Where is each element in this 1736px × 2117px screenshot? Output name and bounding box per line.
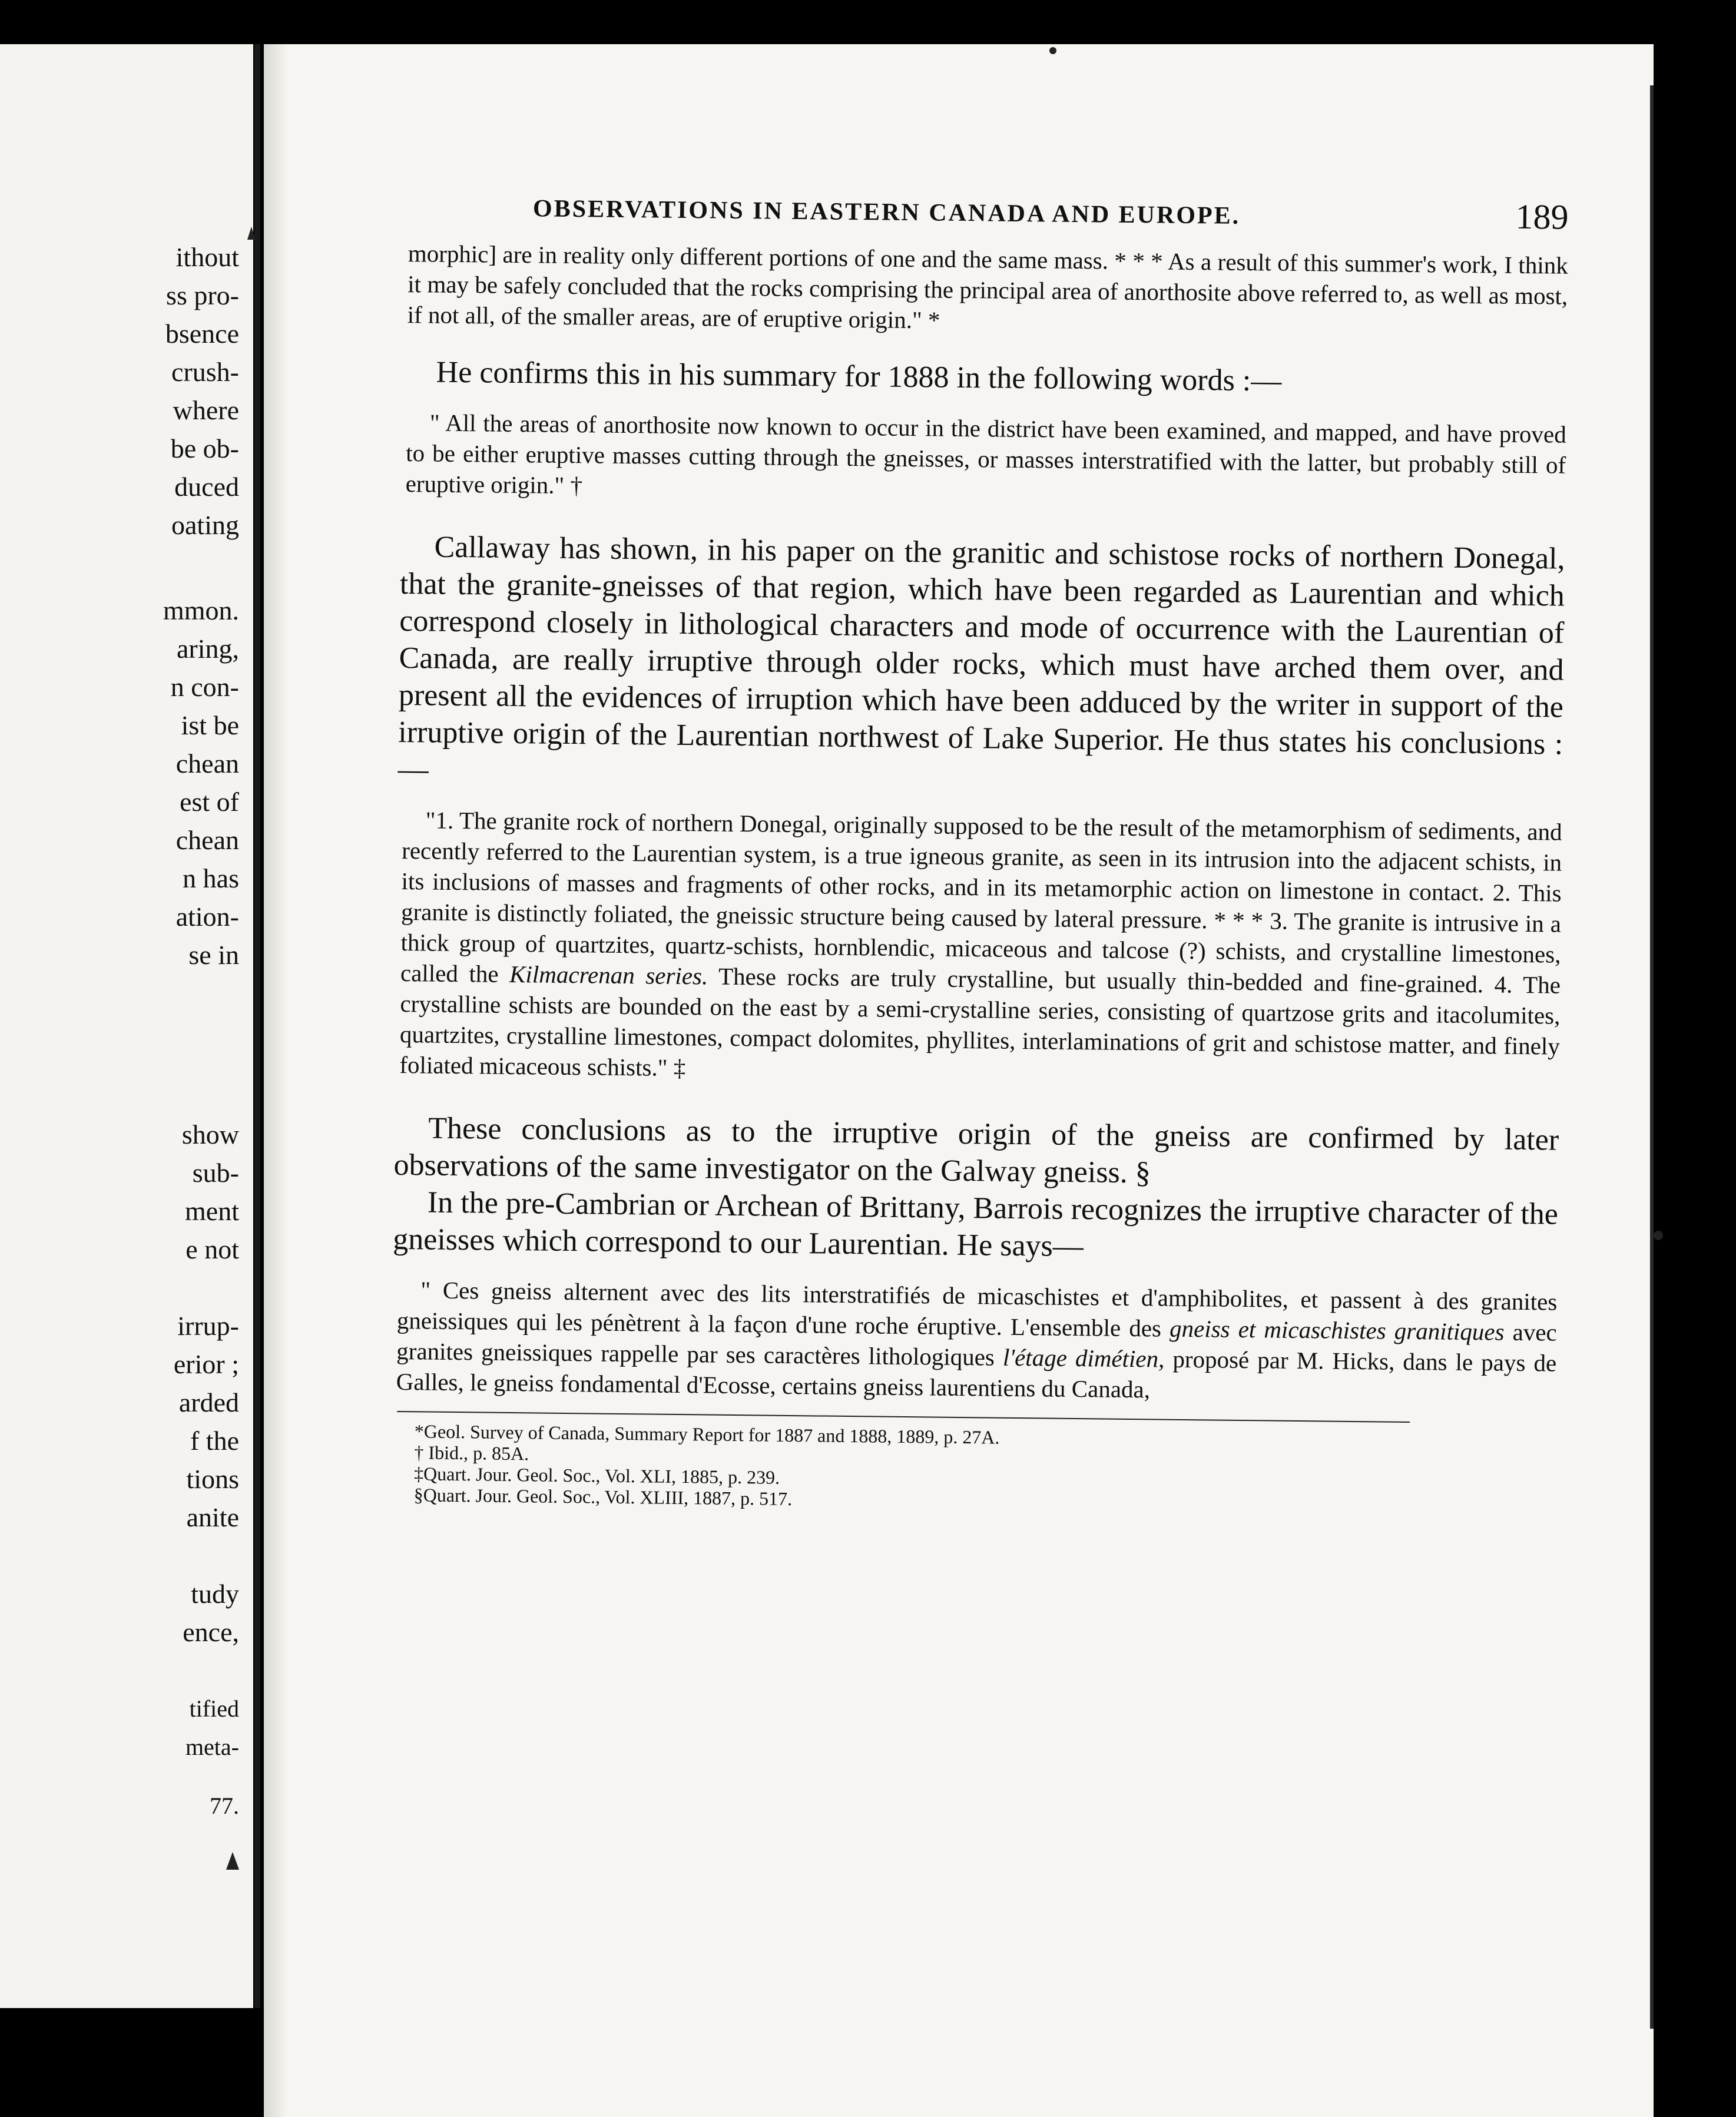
left-page-text-fragment: sub-	[192, 1158, 239, 1188]
left-page-text-fragment: ation-	[175, 902, 239, 932]
left-page-text-fragment: tified	[189, 1695, 239, 1722]
quote-text: proposé par M. Hicks, dans le pays de Galles, le gneiss fondamental d'Ecosse, certains gneiss laurentiens du Canada,	[396, 1345, 1557, 1403]
left-page-text-fragment: oating	[171, 510, 239, 540]
footnotes	[414, 1420, 1556, 1517]
italic-term: gneiss et micaschistes granitiques	[1169, 1314, 1505, 1346]
left-page-text-fragment: arded	[178, 1387, 239, 1417]
page-gutter	[254, 44, 260, 2008]
left-page-text-fragment: tudy	[191, 1579, 239, 1609]
french-quote	[396, 1274, 1558, 1409]
left-page-text-fragment: meta-	[185, 1734, 239, 1760]
left-page-text-fragment: duced	[174, 472, 239, 502]
left-page-text-fragment: erior ;	[173, 1349, 239, 1379]
running-head-title: OBSERVATIONS IN EASTERN CANADA AND EUROPE.	[532, 195, 1241, 230]
left-page-text-fragment: 77.	[210, 1793, 239, 1819]
block-quote: " All the areas of anorthosite now known to occur in the district have been examined, and mapped, and have proved to be either eruptive masses cutting through the gneisses, or masses interstratified with the latter, but probably still of eruptive origin." †	[405, 409, 1566, 499]
left-page-text-fragment: aring,	[176, 634, 239, 664]
left-page-text-fragment: chean	[175, 748, 239, 778]
left-page-text-fragment: ment	[185, 1196, 239, 1226]
left-page-text-fragment: crush-	[171, 357, 239, 387]
quote-text: These rocks are truly crystalline, but usually thin-bedded and fine-grained. 4. The crystalline schists are bounded on the east by a semi-crystalline series, consisting of quartzose grits and itacolumites, quartzites, crystalline limestones, compact dolomites, phyllites, interlaminations of grit and schistose matter, and finely foliated micaceous schists." ‡	[399, 962, 1561, 1082]
running-head	[403, 188, 1569, 248]
italic-term: Kilmacrenan series.	[509, 960, 708, 990]
left-facing-page	[0, 44, 253, 2008]
left-page-text-fragment: n has	[183, 863, 239, 893]
body-paragraph: These conclusions as to the irruptive origin of the gneiss are confirmed by later observations of the same investigator on the Galway gneiss. §	[393, 1111, 1559, 1190]
left-page-text-fragment: ithout	[175, 242, 239, 272]
quote-text: " Ces gneiss alternent avec des lits interstratifiés de micaschistes et d'amphibolites, et passent à des granites gneissiques qui les pénètrent à la façon d'une roche éruptive. L'ensemble des	[396, 1276, 1558, 1342]
page-edge-shadow	[264, 44, 287, 2117]
footnote-rule	[397, 1411, 1410, 1423]
left-page-text-fragment: tions	[186, 1464, 239, 1494]
left-page-text-fragment: mmon.	[163, 595, 239, 625]
left-page-text-fragment: ist be	[181, 710, 239, 740]
left-page-text-fragment: show	[181, 1119, 239, 1149]
left-page-text-fragment: e not	[185, 1234, 239, 1264]
footnote: ‡Quart. Jour. Geol. Soc., Vol. XLI, 1885, p. 239.	[413, 1463, 780, 1488]
left-page-text-fragment: anite	[186, 1502, 239, 1532]
quote-continuation: morphic] are in reality only different portions of one and the same mass. * * * As a result of this summer's work, I think it may be safely concluded that the rocks comprising the principal area of anorthosite above referred to, as well as most, if not all, of the smaller areas, are of eruptive origin." *	[407, 240, 1568, 334]
left-page-text-fragment: ss pro-	[166, 280, 239, 310]
body-paragraph: Callaway has shown, in his paper on the granitic and schistose rocks of northern Donegal, that the granite-gneisses of that region, which have been regarded as Laurentian and which correspond closely in lithological characters and mode of occurrence with the Laurentian of Canada, are really irruptive through older rocks, which must have arched them over, and present all the evidences of irruption which have been adduced by the writer in support of the irruptive origin of the Laurentian northwest of Lake Superior. He thus states his conclusions :—	[397, 530, 1565, 787]
footnote: *Geol. Survey of Canada, Summary Report for 1887 and 1888, 1889, p. 27A.	[414, 1420, 1000, 1448]
footnote: §Quart. Jour. Geol. Soc., Vol. XLIII, 1887, p. 517.	[413, 1484, 793, 1510]
left-page-text-fragment: f the	[190, 1426, 239, 1456]
left-page-text-fragment: se in	[188, 940, 239, 970]
body-paragraph: In the pre-Cambrian or Archean of Brittany, Barrois recognizes the irruptive character of the gneisses which correspond to our Laurentian. He says—	[393, 1185, 1559, 1264]
quote-text: avec granites gneissiques rappelle par ses caractères lithologiques	[396, 1318, 1558, 1371]
left-page-text-fragment: irrup-	[177, 1311, 239, 1341]
page-number: 189	[1515, 197, 1569, 237]
left-page-text-fragment: est of	[180, 787, 239, 817]
quote-text: "1. The granite rock of northern Donegal, originally supposed to be the result of the metamorphism of sediments, and recently referred to the Laurentian system, is a true igneous granite, as seen in its intrusion into the adjacent schists, in its inclusions of masses and fragments of other rocks, and in its metamorphic action on limestone in contact. 2. This granite is distinctly foliated, the gneissic structure being caused by lateral pressure. * * * 3. The granite is intrusive in a thick group of quartzites, quartz-schists, hornblendic, micaceous and talcose (?) schists, and crystalline limestones, called the	[400, 806, 1562, 988]
left-page-text-fragment: bsence	[165, 319, 239, 349]
left-page-text-fragment: n con-	[170, 672, 239, 702]
left-page-text-fragment: where	[173, 395, 239, 425]
right-page	[264, 44, 1654, 2117]
page-right-edge	[1650, 85, 1654, 2029]
italic-term: l'étage dimétien,	[1002, 1343, 1165, 1373]
left-page-text-fragment: be ob-	[170, 433, 239, 463]
left-page-text-fragment: ence,	[183, 1617, 239, 1647]
scan-speck	[1654, 1231, 1663, 1240]
body-paragraph: He confirms this in his summary for 1888 in the following words :—	[436, 355, 1282, 398]
left-page-text-fragment: chean	[175, 825, 239, 855]
footnote: † Ibid., p. 85A.	[414, 1442, 529, 1465]
page-content	[390, 188, 1569, 1518]
block-quote-conclusions	[399, 804, 1562, 1092]
scan-speck	[1049, 47, 1056, 54]
